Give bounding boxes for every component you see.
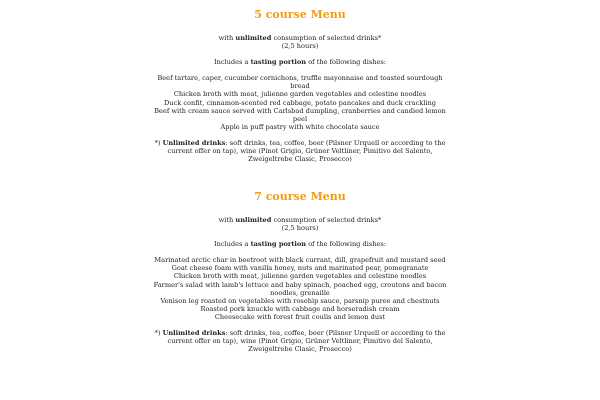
footnote-text: : soft drinks, tea, coffee, beer (Pilsner Urquell or according to the current offer on tap), wine (Pinot Grigio, Grüner Veltliner, Pimitivo del Salento, Zweigeltrebe Clasic, Prosecco): [167, 329, 446, 354]
footnote-text: : soft drinks, tea, coffee, beer (Pilsner Urquell or according to the current offer on tap), wine (Pinot Grigio, Grüner Veltliner, Pimitivo del Salento, Zweigeltrebe Clasic, Prosecco): [167, 138, 446, 164]
portion-suffix: of the following dishes:: [308, 58, 386, 67]
five-course-menu: [150, 8, 450, 163]
dish-item: Venison leg roasted on vegetables with rosehip sauce, parsnip puree and chestnuts: [160, 296, 440, 305]
intro-prefix: with: [218, 34, 234, 42]
dish-item: Chicken broth with meat, julienne garden vegetables and celestine noodles: [173, 272, 427, 281]
intro-unlimited: unlimited: [235, 34, 272, 42]
intro-suffix: consumption of selected drinks*: [273, 216, 382, 224]
portion-bold: tasting portion: [250, 58, 307, 67]
duration: (2,5 hours): [281, 42, 319, 51]
duration: (2,5 hours): [281, 224, 319, 233]
dish-item: Beef with cream sauce served with Carlsbad dumpling, cranberries and candied lemon peel: [154, 106, 446, 123]
drinks-footnote: [150, 329, 450, 353]
dish-item: Marinated arctic char in beetroot with black currant, dill, grapefruit and mustard seed: [154, 256, 446, 265]
portion-bold: tasting portion: [250, 240, 307, 249]
dish-item: Goat cheese foam with vanilla honey, nuts and marinated pear, pomegranate: [171, 264, 429, 273]
dish-item: Chicken broth with meat, julienne garden vegetables and celestine noodles: [173, 90, 427, 99]
dish-item: Beef tartare, caper, cucumber cornichons, truffle mayonnaise and toasted sourdough bread: [157, 74, 443, 91]
intro-prefix: with: [218, 216, 234, 224]
portion-prefix: Includes a: [214, 58, 249, 67]
dish-item: Apple in puff pastry with white chocolate sauce: [220, 122, 380, 131]
tasting-portion-line: [150, 240, 450, 248]
menu-title: 7 course Menu: [254, 190, 346, 203]
dish-list: [150, 74, 450, 131]
tasting-portion-line: [150, 58, 450, 66]
drinks-intro: [150, 34, 450, 50]
dish-item: Farmer's salad with lamb's lettuce and baby spinach, poached egg, croutons and bacon noodles, grenaille: [153, 280, 447, 297]
drinks-footnote: [150, 139, 450, 163]
footnote-marker: *): [154, 329, 161, 338]
footnote-bold: Unlimited drinks: [162, 138, 226, 147]
seven-course-menu: [150, 190, 450, 353]
footnote-marker: *): [154, 138, 161, 147]
footnote-bold: Unlimited drinks: [162, 329, 226, 338]
portion-prefix: Includes a: [214, 240, 249, 249]
menu-title: 5 course Menu: [254, 8, 346, 21]
dish-item: Duck confit, cinnamon-scented red cabbage, potato pancakes and duck crackling: [164, 98, 436, 107]
intro-unlimited: unlimited: [235, 216, 272, 224]
portion-suffix: of the following dishes:: [308, 240, 386, 249]
intro-suffix: consumption of selected drinks*: [273, 34, 382, 42]
dish-item: Roasted pork knuckle with cabbage and horseradish cream: [200, 304, 400, 313]
dish-list: [150, 256, 450, 321]
drinks-intro: [150, 216, 450, 232]
dish-item: Cheesecake with forest fruit coulis and lemon dust: [214, 312, 386, 321]
